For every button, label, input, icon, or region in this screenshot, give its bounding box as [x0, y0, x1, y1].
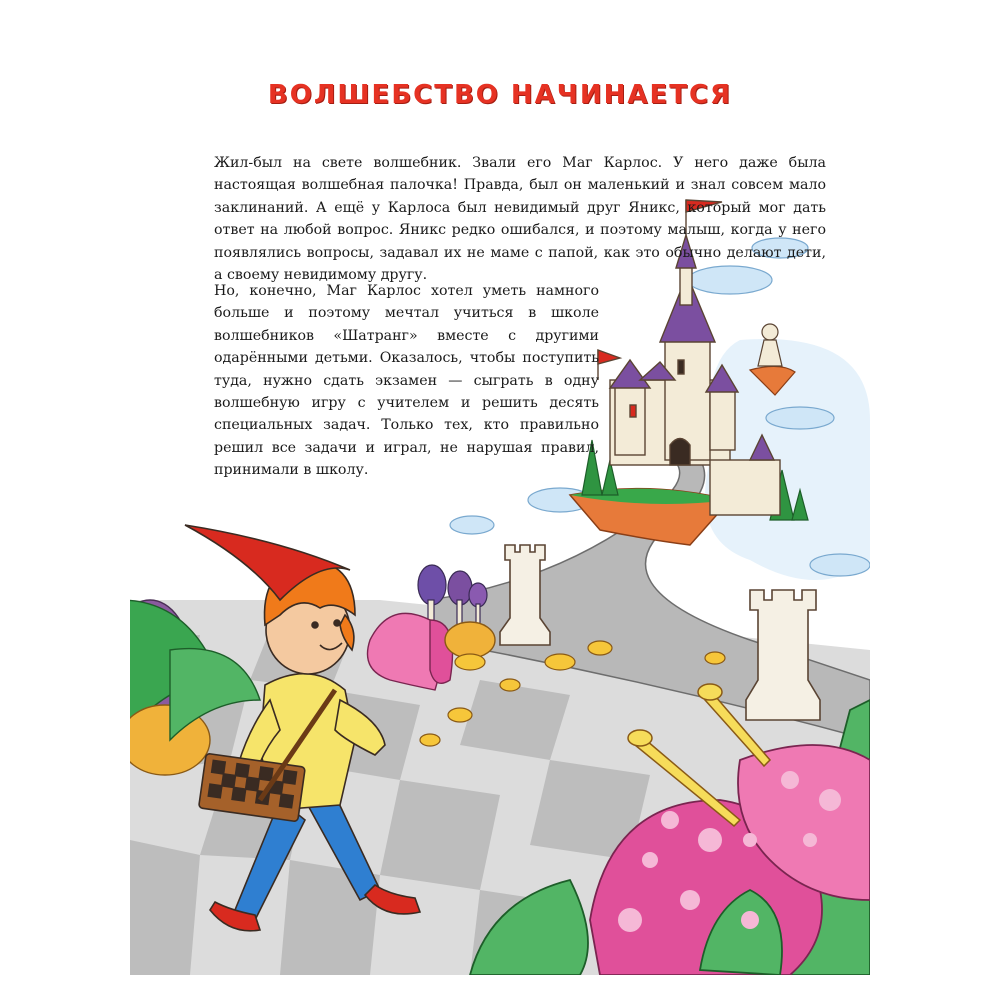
paragraph-1: Жил-был на свете волшебник. Звали его Маг Карлос. У него даже была настоящая волшебная палочка! Правда, был он маленький и знал совсем мало заклинаний. А ещё у Карлоса был невидимый друг Яникс, который мог дать ответ на любой вопрос. Яникс редко ошибался, и поэтому малыш, когда у него появлялись вопросы, задавал их не маме с папой, как это обычно делают дети, а своему невидимому другу. — [214, 155, 826, 284]
book-page — [130, 40, 870, 975]
page-title: ВОЛШЕБСТВО НАЧИНАЕТСЯ — [267, 80, 733, 110]
paragraph-2: Но, конечно, Маг Карлос хотел уметь намного больше и поэтому мечтал учиться в школе волшебников «Шатранг» вместе с другими одарёнными детьми. Оказалось, чтобы поступить туда, нужно сдать экзамен — сыграть в одну волшебную игру с учителем и решить десять специальных задач. Только тех, кто правильно решил все задачи и играл, не нарушая правил, принимали в школу. — [214, 283, 599, 479]
